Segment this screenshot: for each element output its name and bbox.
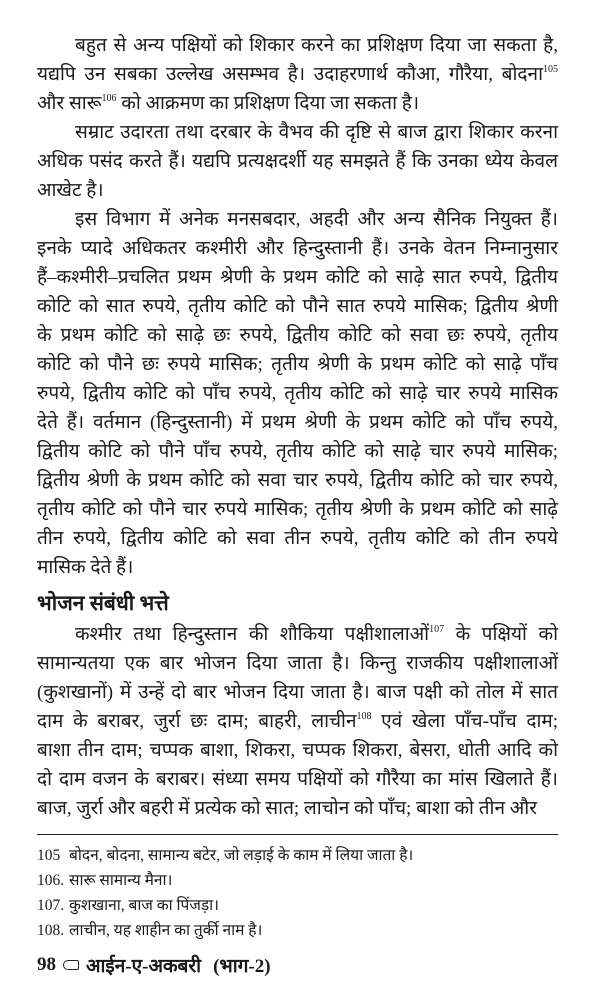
footnote-number: 106. [37,872,65,889]
text-line [37,321,558,350]
footnote [37,893,558,918]
footnote [37,843,558,868]
text-line [37,495,558,524]
text-segment: आखेट है। [37,180,104,201]
text-segment: मासिक देते हैं। [37,557,134,578]
text-segment: सामान्यतया एक बार भोजन दिया जाता है। किन्तु राजकीय पक्षीशालाओं [37,653,558,674]
text-line [37,553,558,582]
text-segment: इस विभाग में अनेक मनसबदार, अहदी और अन्य सैनिक नियुक्त हैं। [75,209,558,230]
text-segment: सम्राट उदारता तथा दरबार के वैभव की दृष्टि से बाज द्वारा शिकार करना [75,122,558,143]
paragraph [37,118,558,205]
text-segment: (कुशखानों) में उन्हें दो बार भोजन दिया जाता है। बाज पक्षी को तोल में सात [37,682,558,703]
footnote-text: लाचीन, यह शाहीन का तुर्की नाम है। [69,922,263,939]
text-line [37,60,558,89]
text-line [37,649,558,678]
text-segment: तीन रुपये, द्वितीय कोटि को सवा तीन रुपये, तृतीय कोटि को तीन रुपये [37,528,558,549]
text-segment: अधिक पसंद करते हैं। यद्यपि प्रत्यक्षदर्शी यह समझते हैं कि उनका ध्येय केवल [37,151,558,172]
text-line [37,379,558,408]
text-line [37,707,558,736]
footnote-reference: 105 [543,64,558,75]
text-segment: एवं खेला पाँच-पाँच दाम; [371,711,559,732]
text-line [37,466,558,495]
footnote [37,868,558,893]
text-segment: हैं–कश्मीरी–प्रचलित प्रथम श्रेणी के प्रथम कोटि को साढ़े सात रुपये, द्वितीय [37,267,558,288]
footnote-text: सारू सामान्य मैना। [69,872,173,889]
paragraphs-after [37,620,558,823]
paragraph [37,205,558,582]
text-line [37,263,558,292]
footnote-number: 105 [37,847,61,864]
book-title: आईन-ए-अकबरी [86,956,202,977]
page-number: 98 [37,954,56,975]
text-segment: और सारू [37,93,102,114]
text-segment: द्वितीय श्रेणी के प्रथम कोटि को सवा चार रुपये, द्वितीय कोटि को चार रुपये, [37,470,558,491]
text-line [37,620,558,649]
text-segment: बहुत से अन्य पक्षियों को शिकार करने का प्रशिक्षण दिया जा सकता है, [75,35,558,56]
text-segment: इनके प्यादे अधिकतर कश्मीरी और हिन्दुस्तानी हैं। उनके वेतन निम्नानुसार [37,238,558,259]
text-line [37,147,558,176]
footnote-reference: 108 [356,711,372,722]
text-line [37,437,558,466]
text-line [37,765,558,794]
text-line [37,794,558,823]
text-segment: कश्मीर तथा हिन्दुस्तान की शौकिया पक्षीशालाओं [75,624,430,645]
text-segment: बाशा तीन दाम; चप्पक बाशा, शिकरा, चप्पक शिकरा, बेसरा, धोती आदि को [37,740,558,761]
text-line [37,524,558,553]
text-segment: यद्यपि उन सबका उल्लेख असम्भव है। उदाहरणार्थ कौआ, गौरैया, बोदना [37,64,543,85]
paragraph [37,31,558,118]
text-line [37,408,558,437]
footnote [37,918,558,943]
text-segment: तृतीय कोटि को पौने चार रुपये मासिक; तृतीय श्रेणी के प्रथम कोटि को साढ़े [37,499,558,520]
page-footer [37,952,271,978]
text-segment: को आक्रमण का प्रशिक्षण दिया जा सकता है। [116,93,420,114]
text-line [37,118,558,147]
text-line [37,89,558,118]
paragraph [37,620,558,823]
page-body [37,31,558,823]
text-line [37,736,558,765]
volume-label: (भाग-2) [213,956,271,977]
text-segment: दो दाम वजन के बराबर। संध्या समय पक्षियों को गौरैया का मांस खिलाते हैं। [37,769,558,790]
footnote-divider [37,834,558,835]
text-line [37,31,558,60]
text-segment: कोटि को पौने छः रुपये मासिक; तृतीय श्रेणी के प्रथम कोटि को साढ़े पाँच [37,354,558,375]
text-segment: कोटि को सात रुपये, तृतीय कोटि को पौने सात रुपये मासिक; द्वितीय श्रेणी [37,296,558,317]
text-segment: के प्रथम कोटि को साढ़े छः रुपये, द्वितीय कोटि को सवा छः रुपये, तृतीय [37,325,558,346]
text-line [37,176,558,205]
text-segment: रुपये, द्वितीय कोटि को पाँच रुपये, तृतीय कोटि को साढ़े चार रुपये मासिक [37,383,558,404]
paragraphs-before [37,31,558,582]
footnote-text: कुशखाना, बाज का पिंजड़ा। [69,897,220,914]
text-line [37,292,558,321]
text-line [37,234,558,263]
text-segment: द्वितीय कोटि को पौने पाँच रुपये, तृतीय कोटि को साढ़े चार रुपये मासिक; [37,441,558,462]
pen-icon [63,960,79,970]
text-segment: बाज, जुर्रा और बहरी में प्रत्येक को सात; लाचोन को पाँच; बाशा को तीन और [37,798,537,819]
section-heading: भोजन संबंधी भत्ते [37,591,169,615]
text-segment: देते हैं। वर्तमान (हिन्दुस्तानी) में प्रथम श्रेणी के प्रथम कोटि को पाँच रुपये, [37,412,558,433]
text-line [37,350,558,379]
text-line [37,678,558,707]
footnote-number: 108. [37,922,65,939]
footnote-number: 107. [37,897,65,914]
footnote-reference: 107 [429,624,445,635]
footnote-reference: 106 [101,93,117,104]
footnotes [37,843,558,943]
footnote-text: बोदन, बोदना, सामान्य बटेर, जो लड़ाई के काम में लिया जाता है। [69,847,414,864]
text-segment: दाम के बराबर, जुर्रा छः दाम; बाहरी, लाचीन [37,711,357,732]
text-line [37,205,558,234]
text-segment: के पक्षियों को [444,624,558,645]
